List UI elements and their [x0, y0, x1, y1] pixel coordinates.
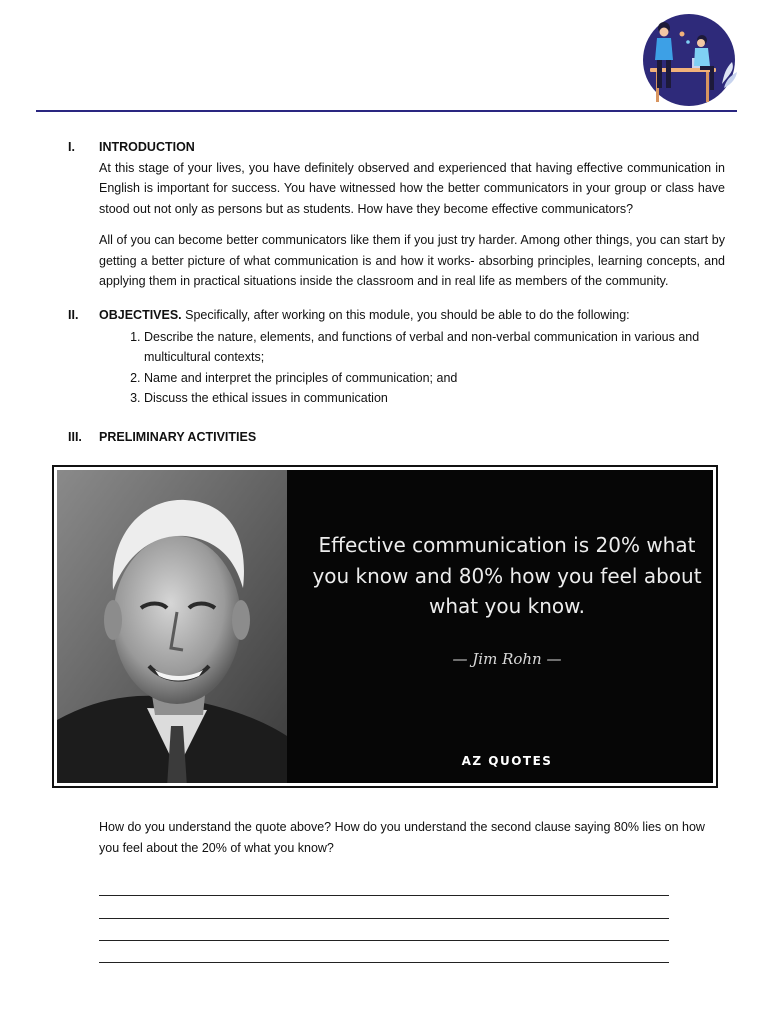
objectives-intro-text: Specifically, after working on this module, you should be able to do the following: [181, 308, 630, 322]
answer-line[interactable] [99, 940, 669, 941]
quote-author: — Jim Rohn — [452, 650, 562, 668]
section-number: III. [68, 430, 82, 444]
objectives-list [99, 327, 725, 409]
section-heading: INTRODUCTION [99, 140, 195, 154]
section-heading: OBJECTIVES. [99, 308, 182, 322]
section-number: I. [68, 140, 75, 154]
header-rule [36, 110, 737, 112]
quote-image [52, 465, 718, 788]
list-item: 3. Discuss the ethical issues in communication [144, 388, 725, 409]
answer-line[interactable] [99, 962, 669, 963]
section-heading: PRELIMINARY ACTIVITIES [99, 430, 257, 444]
intro-paragraph-1: At this stage of your lives, you have definitely observed and experienced that having effective communication in English is important for success. You have witnessed how the better communicators in your group or class have stood out not only as persons but as students. How have they become effective communicators? [99, 160, 725, 216]
quote-text: Effective communication is 20% what you know and 80% how you feel about what you know. [312, 533, 702, 618]
answer-line[interactable] [99, 895, 669, 896]
portrait-photo [57, 470, 287, 783]
header-illustration-icon [640, 14, 738, 106]
list-item: 1. Describe the nature, elements, and functions of verbal and non-verbal communication in various and multicultural contexts; [144, 327, 725, 368]
list-item: 2. Name and interpret the principles of communication; and [144, 368, 725, 389]
objectives-intro [99, 305, 725, 326]
section-number: II. [68, 308, 79, 322]
answer-line[interactable] [99, 918, 669, 919]
question-prompt: How do you understand the quote above? How do you understand the second clause saying 80% lies on how you feel about the 20% of what you know? [99, 820, 705, 855]
intro-paragraph-2: All of you can become better communicators like them if you just try harder. Among other things, you can start by getting a better picture of what communication is and how it works- absorbing principles, learning concepts, and applying them in practical situations inside the classroom and in real life as members of the community. [99, 233, 725, 288]
quote-brand-logo: AZ QUOTES [461, 754, 553, 768]
